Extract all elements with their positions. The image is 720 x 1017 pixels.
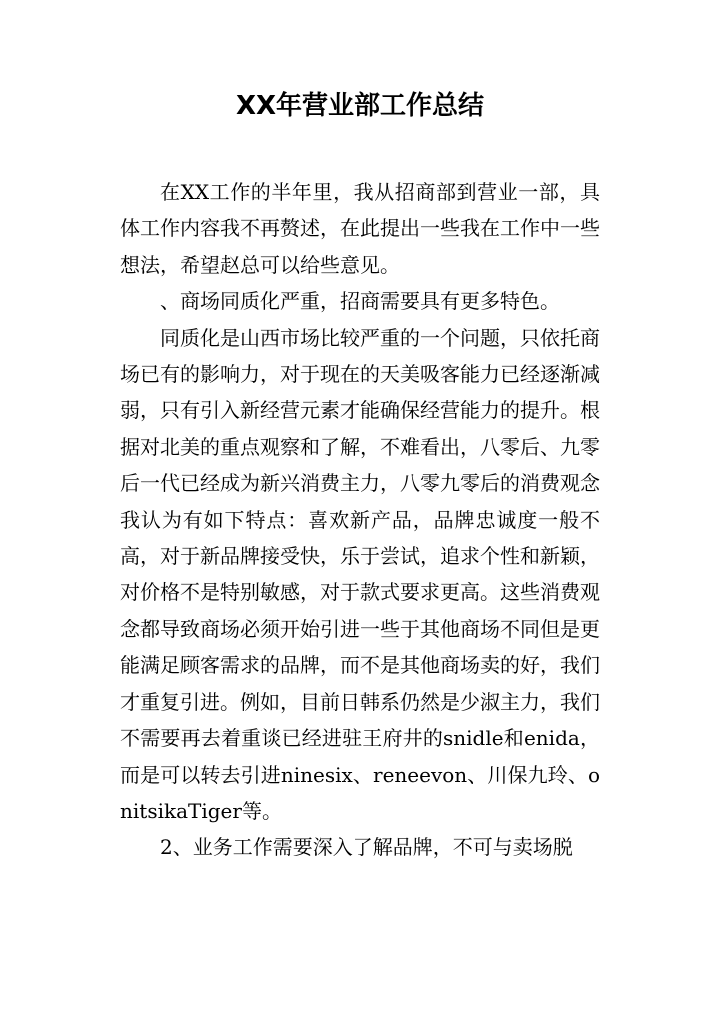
paragraph-homogeneity: 同质化是山西市场比较严重的一个问题，只依托商场已有的影响力，对于现在的天美吸客能力已经逐渐减弱，只有引入新经营元素才能确保经营能力的提升。根据对北美的重点观察和了解，不难看出，八零后、九零后一代已经成为新兴消费主力，八零九零后的消费观念我认为有如下特点：喜欢新产品，品牌忠诚度一般不高，对于新品牌接受快，乐于尝试，追求个性和新颖，对价格不是特别敏感，对于款式要求更高。这些消费观念都导致商场必须开始引进一些于其他商场不同但是更能满足顾客需求的品牌，而不是其他商场卖的好，我们才重复引进。例如，目前日韩系仍然是少淑主力，我们不需要再去着重谈已经进驻王府井的snidle和enida，而是可以转去引进ninesix、reneevon、川保九玲、onitsikaTiger等。	[120, 325, 600, 823]
paragraph-heading-1: 、商场同质化严重，招商需要具有更多特色。	[160, 289, 560, 314]
paragraph-intro: 在XX工作的半年里，我从招商部到营业一部，具体工作内容我不再赘述，在此提出一些我在工作中一些想法，希望赵总可以给些意见。	[120, 180, 600, 277]
document-body	[120, 174, 600, 866]
paragraph-heading-2: 2、业务工作需要深入了解品牌，不可与卖场脱	[160, 835, 573, 860]
document-title: XX年营业部工作总结	[235, 91, 485, 121]
